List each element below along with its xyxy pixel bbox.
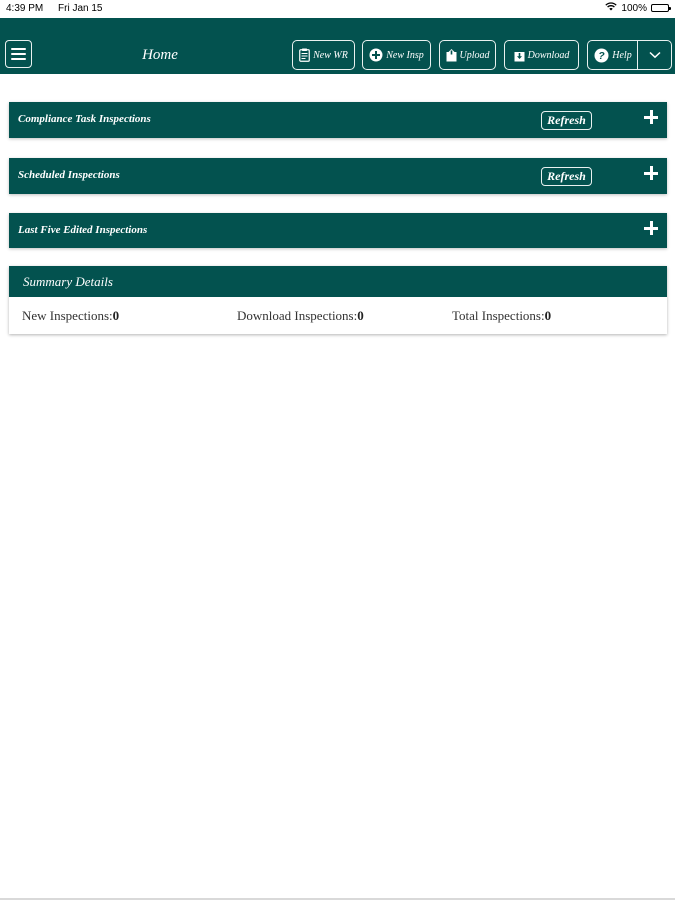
wifi-icon — [605, 2, 617, 14]
new-wr-button[interactable] — [292, 40, 355, 70]
expand-plus-icon[interactable] — [644, 166, 658, 180]
upload-button[interactable] — [439, 40, 496, 70]
expand-plus-icon[interactable] — [644, 221, 658, 235]
summary-row — [9, 297, 667, 334]
download-label: Download — [527, 49, 570, 61]
last-five-edited-inspections-section[interactable] — [9, 213, 667, 248]
battery-percent: 100% — [621, 2, 647, 14]
summary-details-card — [9, 266, 667, 334]
total-inspections-label: Total Inspections: — [452, 308, 545, 323]
section-title: Last Five Edited Inspections — [18, 224, 148, 236]
summary-title: Summary Details — [9, 266, 667, 297]
section-title: Scheduled Inspections — [18, 169, 120, 181]
download-inspections-label: Download Inspections: — [237, 308, 358, 323]
page-title: Home — [142, 47, 178, 63]
scheduled-inspections-section[interactable] — [9, 158, 667, 194]
new-inspections-label: New Inspections: — [22, 308, 113, 323]
status-time: 4:39 PM — [6, 3, 44, 14]
total-inspections-stat — [452, 308, 551, 324]
download-inspections-value: 0 — [357, 308, 364, 323]
add-circle-icon — [369, 48, 383, 62]
new-insp-label: New Insp — [386, 49, 424, 61]
upload-label: Upload — [459, 49, 490, 61]
expand-plus-icon[interactable] — [644, 110, 658, 124]
refresh-button[interactable]: Refresh — [541, 111, 592, 130]
help-label: Help — [612, 49, 632, 61]
download-icon — [514, 49, 525, 62]
help-circle-icon — [594, 48, 609, 63]
section-title: Compliance Task Inspections — [18, 113, 151, 125]
compliance-task-inspections-section[interactable] — [9, 102, 667, 138]
clipboard-icon — [299, 48, 310, 62]
download-button[interactable] — [504, 40, 579, 70]
battery-icon — [651, 4, 669, 12]
status-date: Fri Jan 15 — [58, 3, 103, 14]
hamburger-menu-icon[interactable] — [5, 40, 32, 68]
new-wr-label: New WR — [313, 49, 348, 61]
more-dropdown-button[interactable] — [637, 40, 672, 70]
upload-icon — [446, 49, 457, 62]
svg-text:?: ? — [598, 49, 605, 62]
download-inspections-stat — [237, 308, 364, 324]
status-right-group — [605, 2, 669, 14]
new-inspections-value: 0 — [112, 308, 120, 323]
refresh-button[interactable]: Refresh — [541, 167, 592, 186]
new-insp-button[interactable] — [362, 40, 431, 70]
new-inspections-stat — [22, 308, 119, 324]
help-button[interactable] — [587, 40, 638, 70]
total-inspections-value: 0 — [544, 308, 552, 323]
ios-status-bar — [0, 0, 675, 18]
chevron-down-icon — [649, 51, 661, 59]
